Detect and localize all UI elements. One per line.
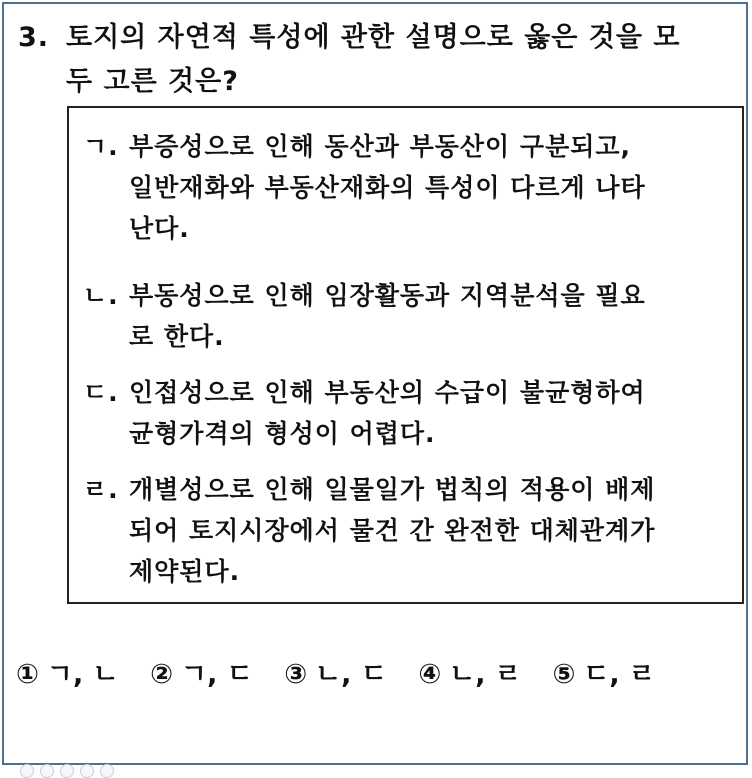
- statement-mark: ㄷ.: [83, 378, 119, 407]
- question-text-line-2: 두 고른 것은?: [66, 66, 239, 97]
- decorative-dot-icon: [100, 764, 114, 778]
- decorative-dot-icon: [40, 764, 54, 778]
- question-stem: [18, 16, 738, 104]
- option-number: ④: [418, 659, 442, 690]
- statement-mark: ㄴ.: [83, 281, 119, 310]
- option-number: ①: [16, 659, 39, 690]
- option-value: ㄷ, ㄹ: [583, 659, 656, 690]
- statement-line: 부증성으로 인해 동산과 부동산이 구분되고,: [129, 132, 632, 161]
- decorative-dot-icon: [60, 764, 74, 778]
- decorative-dot-icon: [80, 764, 94, 778]
- answer-options: [16, 655, 736, 695]
- option-value: ㄴ, ㄷ: [315, 659, 387, 690]
- option-value: ㄱ, ㄷ: [180, 659, 253, 690]
- statement-mark: ㄱ.: [83, 132, 119, 161]
- answer-option-3[interactable]: [284, 655, 387, 695]
- statement-box: [67, 106, 744, 604]
- answer-option-4[interactable]: [418, 655, 521, 695]
- statement-line: 제약된다.: [129, 557, 241, 586]
- answer-option-2[interactable]: [150, 655, 253, 695]
- statement-line: 로 한다.: [129, 322, 225, 351]
- statement-mark: ㄹ.: [83, 475, 119, 504]
- statement-line: 난다.: [129, 214, 190, 243]
- statement-line: 균형가격의 형성이 어렵다.: [129, 419, 436, 448]
- answer-option-5[interactable]: [552, 655, 655, 695]
- option-value: ㄱ, ㄴ: [46, 659, 119, 690]
- statement-line: 되어 토지시장에서 물건 간 완전한 대체관계가: [129, 516, 656, 545]
- option-value: ㄴ, ㄹ: [449, 659, 522, 690]
- statement-item-giyeok: [83, 126, 723, 249]
- answer-option-1[interactable]: [16, 655, 119, 695]
- question-text-line-1: 토지의 자연적 특성에 관한 설명으로 옳은 것을 모: [66, 22, 681, 53]
- question-number: 3.: [18, 22, 50, 53]
- bottom-decoration: [20, 764, 130, 772]
- statement-line: 부동성으로 인해 임장활동과 지역분석을 필요: [129, 281, 646, 310]
- statement-line: 일반재화와 부동산재화의 특성이 다르게 나타: [129, 173, 646, 202]
- statement-line: 개별성으로 인해 일물일가 법칙의 적용이 배제: [129, 475, 656, 504]
- statement-item-nieun: [83, 275, 723, 357]
- statement-item-rieul: [83, 469, 723, 592]
- option-number: ②: [150, 659, 173, 690]
- option-number: ⑤: [552, 659, 576, 690]
- decorative-dot-icon: [20, 764, 34, 778]
- option-number: ③: [284, 659, 308, 690]
- statement-line: 인접성으로 인해 부동산의 수급이 불균형하여: [129, 378, 646, 407]
- statement-item-digeut: [83, 372, 723, 454]
